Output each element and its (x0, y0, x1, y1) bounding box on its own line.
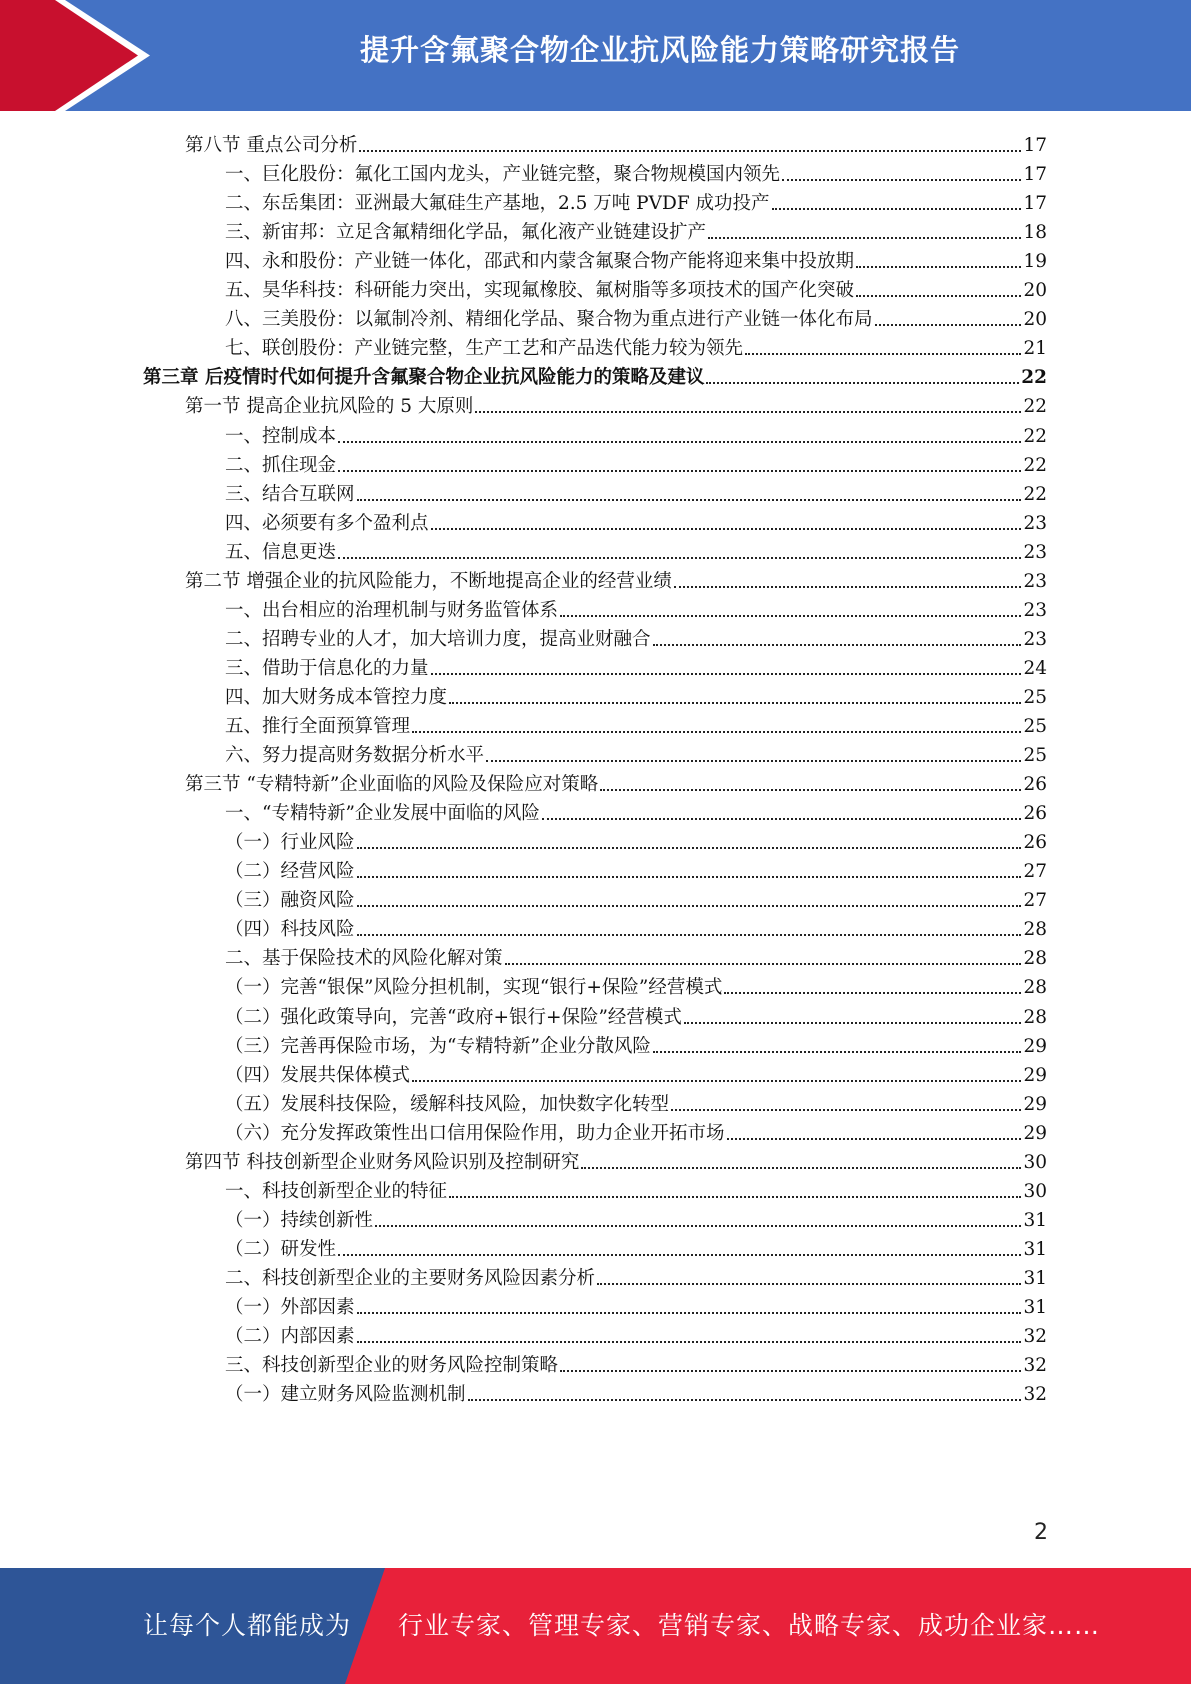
toc-entry[interactable] (225, 622, 1047, 653)
toc-dot-leader (708, 237, 1021, 239)
toc-entry[interactable] (225, 883, 1047, 914)
toc-entry[interactable] (225, 796, 1047, 827)
toc-entry-title: （一）完善“银保”风险分担机制，实现“银行+保险”经营模式 (225, 977, 723, 999)
toc-dot-leader (560, 615, 1021, 617)
toc-dot-leader (486, 760, 1021, 762)
toc-entry-title: （一）建立财务风险监测机制 (225, 1384, 466, 1406)
toc-entry[interactable] (225, 941, 1047, 972)
toc-entry[interactable] (225, 1087, 1047, 1118)
toc-entry[interactable] (225, 535, 1047, 566)
toc-entry-title: 第二节 增强企业的抗风险能力，不断地提高企业的经营业绩 (185, 570, 672, 592)
toc-entry-page: 25 (1023, 745, 1047, 767)
toc-entry-title: 第一节 提高企业抗风险的 5 大原则 (185, 396, 474, 418)
toc-entry[interactable] (225, 1261, 1047, 1292)
toc-entry-page: 28 (1023, 919, 1047, 941)
toc-entry-page: 29 (1023, 1035, 1047, 1057)
toc-entry-title: 四、永和股份：产业链一体化，邵武和内蒙含氟聚合物产能将迎来集中投放期 (225, 251, 855, 273)
toc-entry[interactable] (143, 360, 1047, 391)
toc-entry[interactable] (225, 1348, 1047, 1379)
toc-entry-page: 31 (1023, 1209, 1047, 1231)
toc-entry-page: 31 (1023, 1297, 1047, 1318)
toc-entry-title: （一）外部因素 (225, 1297, 355, 1318)
toc-entry-title: 二、基于保险技术的风险化解对策 (225, 948, 503, 970)
toc-entry[interactable] (225, 506, 1047, 537)
toc-entry-page: 26 (1023, 832, 1047, 854)
toc-entry[interactable] (225, 738, 1047, 769)
toc-entry[interactable] (225, 1319, 1047, 1350)
toc-dot-leader (338, 1254, 1021, 1256)
toc-entry-title: 第三章 后疫情时代如何提升含氟聚合物企业抗风险能力的策略及建议 (143, 367, 705, 389)
toc-entry-title: 七、联创股份：产业链完整，生产工艺和产品迭代能力较为领先 (225, 338, 744, 360)
toc-entry-page: 19 (1023, 251, 1047, 273)
toc-entry-title: 三、借助于信息化的力量 (225, 657, 429, 679)
toc-entry-title: 一、巨化股份：氟化工国内龙头，产业链完整，聚合物规模国内领先 (225, 164, 781, 186)
toc-entry[interactable] (225, 854, 1047, 885)
toc-dot-leader (357, 876, 1022, 878)
toc-entry[interactable] (225, 244, 1047, 275)
toc-entry-page: 17 (1023, 164, 1047, 186)
toc-entry[interactable] (225, 680, 1047, 711)
toc-entry-title: 第四节 科技创新型企业财务风险识别及控制研究 (185, 1151, 580, 1173)
toc-entry[interactable] (225, 1029, 1047, 1060)
toc-entry[interactable] (225, 1000, 1047, 1031)
toc-dot-leader (412, 731, 1021, 733)
toc-dot-leader (468, 1399, 1022, 1401)
toc-entry-title: 一、控制成本 (225, 425, 337, 447)
toc-dot-leader (375, 1225, 1021, 1227)
toc-entry[interactable] (225, 1377, 1047, 1408)
toc-dot-leader (875, 324, 1022, 326)
toc-entry-title: （三）完善再保险市场，为“专精特新”企业分散风险 (225, 1035, 651, 1057)
toc-entry-page: 22 (1023, 483, 1047, 505)
toc-dot-leader (357, 934, 1022, 936)
toc-entry-page: 23 (1023, 570, 1047, 592)
toc-dot-leader (357, 1341, 1022, 1343)
toc-dot-leader (338, 441, 1021, 443)
toc-entry-page: 31 (1023, 1238, 1047, 1260)
toc-entry-title: （四）发展共保体模式 (225, 1064, 411, 1086)
toc-entry-title: 五、推行全面预算管理 (225, 716, 411, 737)
toc-entry-page: 30 (1023, 1180, 1047, 1202)
toc-dot-leader (581, 1167, 1021, 1169)
toc-dot-leader (745, 353, 1021, 355)
toc-entry-page: 27 (1023, 861, 1047, 883)
toc-dot-leader (475, 411, 1021, 413)
toc-entry-page: 32 (1023, 1384, 1047, 1406)
toc-dot-leader (359, 150, 1021, 152)
toc-entry-page: 28 (1023, 1006, 1047, 1028)
toc-entry[interactable] (225, 709, 1047, 740)
toc-entry[interactable] (225, 912, 1047, 943)
report-title: 提升含氟聚合物企业抗风险能力策略研究报告 (359, 33, 960, 67)
footer-slogan-right: 行业专家、管理专家、营销专家、战略专家、成功企业家…… (398, 1611, 1101, 1640)
toc-dot-leader (431, 673, 1022, 675)
toc-entry[interactable] (225, 215, 1047, 246)
toc-entry-page: 26 (1023, 774, 1047, 796)
toc-dot-leader (772, 208, 1022, 210)
toc-entry[interactable] (225, 448, 1047, 479)
page-number: 2 (1034, 1520, 1048, 1545)
toc-entry-page: 25 (1023, 716, 1047, 737)
toc-entry-page: 17 (1023, 193, 1047, 215)
toc-entry-page: 24 (1023, 657, 1047, 679)
toc-entry[interactable] (225, 186, 1047, 217)
toc-entry[interactable] (225, 419, 1047, 450)
toc-entry-title: （二）研发性 (225, 1238, 337, 1260)
toc-dot-leader (856, 266, 1021, 268)
toc-entry-title: 五、昊华科技：科研能力突出，实现氟橡胶、氟树脂等多项技术的国产化突破 (225, 280, 855, 302)
toc-entry[interactable] (225, 1232, 1047, 1263)
toc-entry-page: 32 (1023, 1326, 1047, 1348)
toc-entry-title: （二）经营风险 (225, 861, 355, 883)
toc-entry[interactable] (185, 564, 1047, 595)
toc-entry[interactable] (225, 1116, 1047, 1147)
toc-dot-leader (357, 847, 1022, 849)
toc-dot-leader (653, 644, 1022, 646)
toc-dot-leader (560, 1370, 1021, 1372)
toc-entry-title: 一、出台相应的治理机制与财务监管体系 (225, 599, 559, 621)
toc-dot-leader (684, 1022, 1022, 1024)
toc-dot-leader (338, 557, 1021, 559)
toc-entry[interactable] (225, 157, 1047, 188)
toc-entry-title: 二、抓住现金 (225, 454, 337, 476)
toc-entry-title: 四、加大财务成本管控力度 (225, 686, 448, 708)
toc-entry[interactable] (225, 1174, 1047, 1205)
toc-entry[interactable] (225, 302, 1047, 333)
toc-dot-leader (357, 1312, 1022, 1314)
toc-dot-leader (674, 586, 1022, 588)
toc-entry-page: 21 (1023, 338, 1047, 360)
toc-entry[interactable] (225, 593, 1047, 624)
toc-entry-page: 23 (1023, 599, 1047, 621)
page-footer (0, 1568, 1191, 1684)
toc-entry-page: 20 (1023, 280, 1047, 302)
toc-entry-title: 二、东岳集团：亚洲最大氟硅生产基地，2.5 万吨 PVDF 成功投产 (225, 193, 770, 215)
toc-dot-leader (449, 1196, 1021, 1198)
toc-entry-title: （一）行业风险 (225, 832, 355, 854)
toc-entry-page: 28 (1023, 948, 1047, 970)
toc-entry-page: 27 (1023, 890, 1047, 912)
toc-entry[interactable] (185, 389, 1047, 420)
toc-entry-page: 30 (1023, 1151, 1047, 1173)
toc-entry[interactable] (185, 767, 1047, 798)
toc-dot-leader (653, 1051, 1022, 1053)
header-arrow-icon (0, 0, 138, 111)
toc-entry-title: （二）强化政策导向，完善“政府+银行+保险”经营模式 (225, 1006, 682, 1028)
toc-entry[interactable] (185, 1145, 1047, 1176)
toc-entry-title: 一、科技创新型企业的特征 (225, 1180, 448, 1202)
toc-entry[interactable] (225, 273, 1047, 304)
toc-dot-leader (357, 905, 1022, 907)
toc-dot-leader (542, 818, 1022, 820)
toc-dot-leader (727, 1138, 1022, 1140)
toc-entry-title: （六）充分发挥政策性出口信用保险作用，助力企业开拓市场 (225, 1122, 725, 1144)
toc-entry[interactable] (185, 128, 1047, 159)
toc-entry-title: 一、“专精特新”企业发展中面临的风险 (225, 803, 540, 825)
toc-entry-page: 26 (1023, 803, 1047, 825)
toc-entry[interactable] (225, 1290, 1047, 1321)
toc-dot-leader (431, 528, 1022, 530)
toc-entry-page: 17 (1023, 135, 1047, 156)
toc-entry-page: 23 (1023, 541, 1047, 563)
toc-entry-page: 29 (1023, 1093, 1047, 1115)
toc-entry-page: 22 (1023, 454, 1047, 476)
toc-entry-page: 32 (1023, 1355, 1047, 1377)
toc-entry-title: 第八节 重点公司分析 (185, 135, 358, 156)
toc-entry-title: 四、必须要有多个盈利点 (225, 512, 429, 534)
toc-entry-title: （五）发展科技保险，缓解科技风险，加快数字化转型 (225, 1093, 670, 1115)
toc-dot-leader (671, 1109, 1021, 1111)
toc-entry[interactable] (225, 825, 1047, 856)
toc-entry[interactable] (225, 970, 1047, 1001)
toc-dot-leader (449, 702, 1021, 704)
toc-dot-leader (856, 295, 1021, 297)
toc-entry-title: 第三节 “专精特新”企业面临的风险及保险应对策略 (185, 774, 599, 796)
toc-entry[interactable] (225, 331, 1047, 362)
toc-entry-title: 二、科技创新型企业的主要财务风险因素分析 (225, 1267, 596, 1289)
toc-dot-leader (505, 963, 1022, 965)
toc-entry-page: 29 (1023, 1064, 1047, 1086)
toc-dot-leader (724, 992, 1021, 994)
toc-entry[interactable] (225, 477, 1047, 508)
toc-dot-leader (782, 179, 1021, 181)
footer-slogan-left: 让每个人都能成为 (143, 1611, 352, 1640)
toc-entry-title: 三、结合互联网 (225, 483, 355, 505)
toc-entry-title: 六、努力提高财务数据分析水平 (225, 745, 485, 767)
toc-entry-title: （一）持续创新性 (225, 1209, 374, 1231)
toc-entry[interactable] (225, 1203, 1047, 1234)
toc-dot-leader (357, 499, 1022, 501)
toc-entry[interactable] (225, 1058, 1047, 1089)
toc-entry-page: 22 (1021, 367, 1047, 389)
toc-entry-title: （四）科技风险 (225, 919, 355, 941)
toc-dot-leader (597, 1283, 1021, 1285)
toc-entry-page: 18 (1023, 222, 1047, 244)
toc-entry-page: 22 (1023, 425, 1047, 447)
toc-entry-page: 23 (1023, 628, 1047, 650)
toc-dot-leader (706, 382, 1019, 384)
toc-entry-title: 八、三美股份：以氟制冷剂、精细化学品、聚合物为重点进行产业链一体化布局 (225, 309, 873, 331)
page-header (0, 0, 1191, 111)
toc-dot-leader (600, 789, 1021, 791)
toc-entry-page: 31 (1023, 1267, 1047, 1289)
toc-entry-title: 三、科技创新型企业的财务风险控制策略 (225, 1355, 559, 1377)
toc-entry-page: 23 (1023, 512, 1047, 534)
toc-entry-page: 25 (1023, 686, 1047, 708)
toc-entry-title: （二）内部因素 (225, 1326, 355, 1348)
toc-entry-page: 22 (1023, 396, 1047, 418)
toc-entry-title: 五、信息更迭 (225, 541, 337, 563)
toc-entry-page: 20 (1023, 309, 1047, 331)
toc-entry-page: 28 (1023, 977, 1047, 999)
toc-dot-leader (412, 1080, 1021, 1082)
toc-entry[interactable] (225, 651, 1047, 682)
toc-dot-leader (338, 470, 1021, 472)
toc-entry-page: 29 (1023, 1122, 1047, 1144)
toc-entry-title: 三、新宙邦：立足含氟精细化学品，氟化液产业链建设扩产 (225, 222, 707, 244)
toc-entry-title: 二、招聘专业的人才，加大培训力度，提高业财融合 (225, 628, 651, 650)
toc-entry-title: （三）融资风险 (225, 890, 355, 912)
